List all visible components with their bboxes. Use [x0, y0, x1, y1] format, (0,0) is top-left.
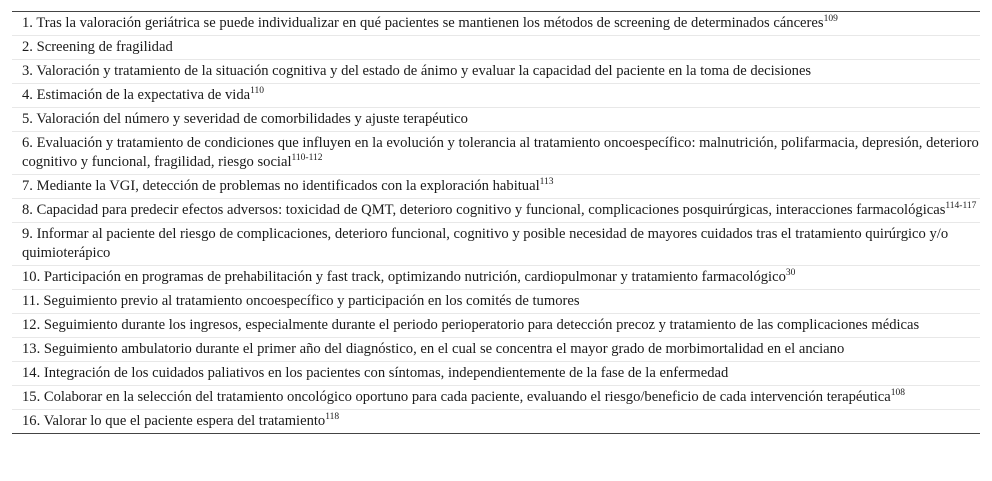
- row-reference: 109: [823, 14, 838, 24]
- table-row: [12, 223, 980, 266]
- row-text: 8. Capacidad para predecir efectos adversos: toxicidad de QMT, deterioro cognitivo y funcional, complicaciones posquirúrgicas, interacciones farmacológicas: [22, 202, 946, 218]
- table-row: [12, 108, 980, 132]
- row-reference: 30: [785, 268, 796, 278]
- table-row: [12, 84, 980, 108]
- row-text: 12. Seguimiento durante los ingresos, especialmente durante el periodo perioperatorio para detección precoz y tratamiento de las complicaciones médicas: [22, 317, 920, 333]
- row-text: 16. Valorar lo que el paciente espera del tratamiento: [22, 413, 326, 429]
- table-row: [12, 266, 980, 290]
- data-table: [12, 11, 980, 434]
- row-text: 5. Valoración del número y severidad de comorbilidades y ajuste terapéutico: [22, 111, 468, 127]
- table-row: [12, 36, 980, 60]
- table-row: [12, 362, 980, 386]
- row-reference: 110: [250, 86, 265, 96]
- table-row: [12, 338, 980, 362]
- row-reference: 114-117: [945, 201, 977, 211]
- row-text: 2. Screening de fragilidad: [22, 39, 173, 55]
- row-reference: 110-112: [291, 153, 323, 163]
- row-text: 1. Tras la valoración geriátrica se puede individualizar en qué pacientes se mantienen los métodos de screening de determinados cánceres: [22, 15, 824, 31]
- table-row: [12, 199, 980, 223]
- table-row: [12, 410, 980, 433]
- row-text: 13. Seguimiento ambulatorio durante el primer año del diagnóstico, en el cual se concentra el mayor grado de morbimortalidad en el anciano: [22, 341, 845, 357]
- table-row: [12, 290, 980, 314]
- row-text: 6. Evaluación y tratamiento de condiciones que influyen en la evolución y tolerancia al tratamiento oncoespecífico: malnutrición, polifarmacia, depresión, deterioro cognitivo y funcional, fragilidad, riesgo social: [22, 135, 979, 170]
- table-row: [12, 12, 980, 36]
- table-row: [12, 386, 980, 410]
- table-row: [12, 60, 980, 84]
- table-row: [12, 175, 980, 199]
- row-text: 11. Seguimiento previo al tratamiento oncoespecífico y participación en los comités de tumores: [22, 293, 580, 309]
- table-row: [12, 132, 980, 175]
- table-row: [12, 314, 980, 338]
- row-reference: 108: [890, 388, 906, 398]
- row-text: 15. Colaborar en la selección del tratamiento oncológico oportuno para cada paciente, evaluando el riesgo/beneficio de cada intervención terapéutica: [22, 389, 891, 405]
- row-text: 14. Integración de los cuidados paliativos en los pacientes con síntomas, independientemente de la fase de la enfermedad: [22, 365, 729, 381]
- row-text: 9. Informar al paciente del riesgo de complicaciones, deterioro funcional, cognitivo y posible necesidad de mayores cuidados tras el tratamiento quirúrgico y/o quimioterápico: [22, 226, 949, 261]
- row-text: 3. Valoración y tratamiento de la situación cognitiva y del estado de ánimo y evaluar la capacidad del paciente en la toma de decisiones: [22, 63, 812, 79]
- row-text: 10. Participación en programas de prehabilitación y fast track, optimizando nutrición, cardiopulmonar y tratamiento farmacológico: [22, 269, 786, 285]
- row-reference: 118: [325, 412, 340, 422]
- row-text: 7. Mediante la VGI, detección de problemas no identificados con la exploración habitual: [22, 178, 540, 194]
- row-reference: 113: [539, 177, 554, 187]
- row-text: 4. Estimación de la expectativa de vida: [22, 87, 251, 103]
